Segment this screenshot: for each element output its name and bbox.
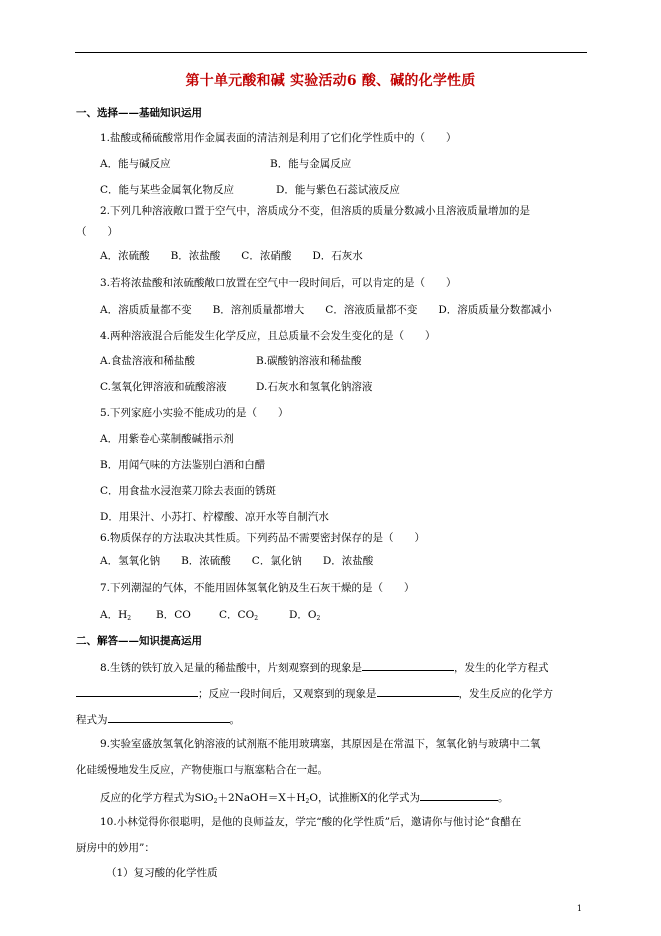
question-10-subheading: （1）复习酸的化学性质: [106, 867, 218, 879]
question-9-line1: 9.实验室盛放氢氧化钠溶液的试剂瓶不能用玻璃塞，其原因是在常温下，氢氧化钠与玻璃中二氧: [100, 738, 541, 750]
question-2-stem-line2: （ ）: [76, 226, 118, 238]
question-1-option-d: D．能与紫色石蕊试液反应: [276, 184, 400, 196]
answer-blank[interactable]: [377, 685, 459, 697]
question-7-option-d: D．$O_2$: [289, 609, 321, 622]
question-6-options: A．氢氧化钠 B．浓硫酸 C．氯化钠 D．浓盐酸: [100, 555, 374, 567]
question-8-line2: ；反应一段时间后，又观察到的现象是 ，发生反应的化学方: [76, 685, 553, 701]
section-heading-answer: 二、解答——知识提高运用: [76, 635, 202, 647]
question-5-stem: 5.下列家庭小实验不能成功的是（ ）: [100, 407, 289, 419]
question-4-option-d: D.石灰水和氢氧化钠溶液: [256, 381, 373, 393]
question-3-options: A．溶质质量都不变 B．溶剂质量都增大 C．溶液质量都不变 D．溶质质量分数都减小: [100, 304, 552, 316]
question-4-option-b: B.碳酸钠溶液和稀盐酸: [256, 355, 362, 367]
question-10-line1: 10.小林觉得你很聪明，是他的良师益友，学完“酸的化学性质”后，邀请你与他讨论“食醋在: [100, 816, 522, 828]
question-4-stem: 4.两种溶液混合后能发生化学反应，且总质量不会发生变化的是（ ）: [100, 330, 436, 342]
answer-blank[interactable]: [76, 685, 198, 697]
question-5-option-a: A．用紫卷心菜制酸碱指示剂: [100, 433, 234, 445]
question-6-stem: 6.物质保存的方法取决其性质。下列药品不需要密封保存的是（ ）: [100, 532, 426, 544]
question-2-stem-line1: 2.下列几种溶液敞口置于空气中，溶质成分不变，但溶质的质量分数减小且溶液质量增加的是: [100, 205, 531, 217]
question-7-option-c: C．$CO_2$: [219, 609, 259, 622]
question-1-option-b: B．能与金属反应: [270, 158, 352, 170]
question-7-stem: 7.下列潮湿的气体，不能用固体氢氧化钠及生石灰干燥的是（ ）: [100, 582, 415, 594]
question-9-line3: 反应的化学方程式为$SiO_2+2NaOH=X+H_2O$，试推断X的化学式为 。: [100, 789, 508, 809]
question-1-option-c: C．能与某些金属氧化物反应: [100, 184, 235, 196]
question-4-option-a: A.食盐溶液和稀盐酸: [100, 355, 195, 367]
question-2-options: A．浓硫酸 B．浓盐酸 C．浓硝酸 D．石灰水: [100, 250, 363, 262]
question-8-line3: 程式为 。: [76, 711, 240, 727]
question-9-line2: 化硅缓慢地发生反应，产物使瓶口与瓶塞粘合在一起。: [76, 764, 328, 776]
question-10-line2: 厨房中的妙用”：: [76, 842, 155, 854]
answer-blank[interactable]: [420, 789, 498, 801]
answer-blank[interactable]: [362, 659, 454, 671]
page-title: 第十单元酸和碱 实验活动6 酸、碱的化学性质: [185, 73, 476, 89]
section-heading-choice: 一、选择——基础知识运用: [76, 107, 202, 119]
question-1-stem: 1.盐酸或稀硫酸常用作金属表面的清洁剂是利用了它们化学性质中的（ ）: [100, 132, 457, 144]
question-3-stem: 3.若将浓盐酸和浓硫酸敞口放置在空气中一段时间后，可以肯定的是（ ）: [100, 277, 457, 289]
header-rule: [75, 52, 587, 53]
question-4-option-c: C.氢氧化钾溶液和硫酸溶液: [100, 381, 227, 393]
answer-blank[interactable]: [108, 711, 230, 723]
question-5-option-d: D．用果汁、小苏打、柠檬酸、凉开水等自制汽水: [100, 511, 329, 523]
question-1-option-a: A．能与碱反应: [100, 158, 171, 170]
question-5-option-c: C．用食盐水浸泡菜刀除去表面的锈斑: [100, 485, 277, 497]
page-number: 1: [576, 904, 582, 913]
question-8-line1: 8.生锈的铁钉放入足量的稀盐酸中，片刻观察到的现象是 ，发生的化学方程式: [100, 659, 549, 675]
question-7-option-a: A．$H_2$: [100, 609, 132, 622]
question-7-option-b: B．CO: [156, 609, 191, 621]
question-5-option-b: B．用闻气味的方法鉴别白酒和白醋: [100, 459, 266, 471]
